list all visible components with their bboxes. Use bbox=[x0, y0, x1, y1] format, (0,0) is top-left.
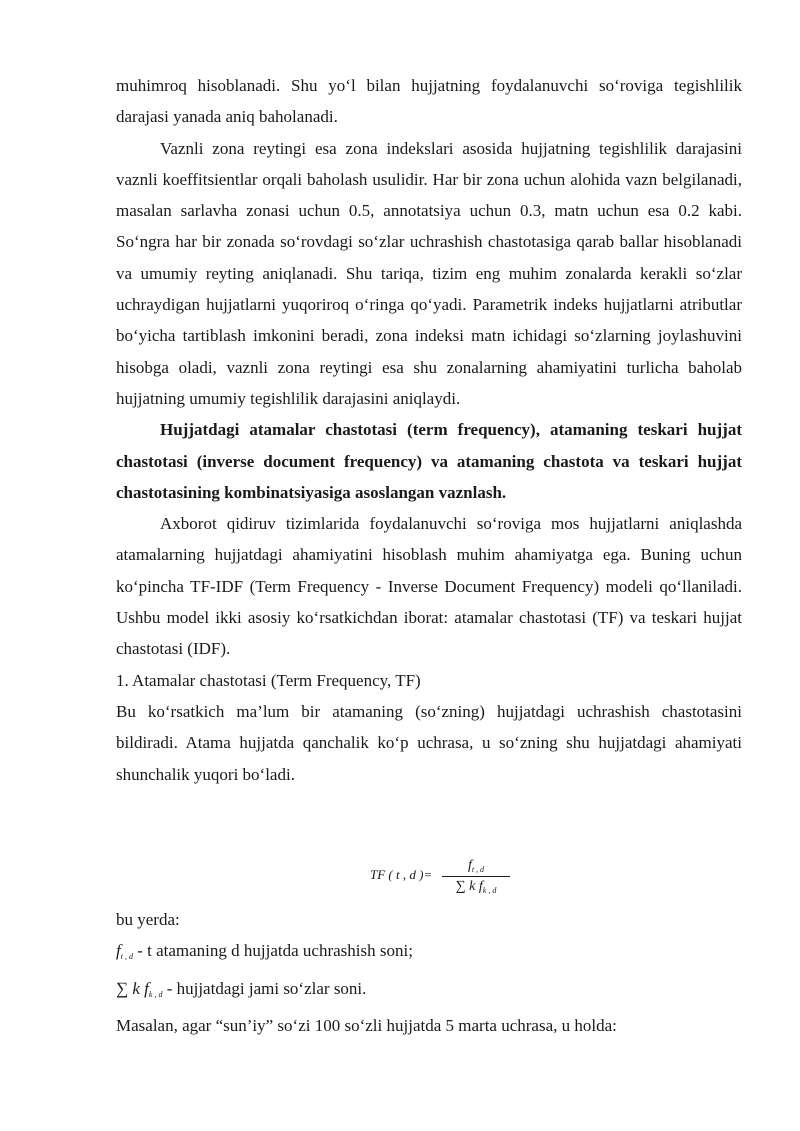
paragraph-tf-description: Bu ko‘rsatkich ma’lum bir atamaning (so‘zning) hujjatdagi uchrashish chastotasini bildiradi. Atama hujjatda qanchalik ko‘p uchrasa, u so‘zning shu hujjatdagi ahamiyati shunchalik yuqori bo‘ladi. bbox=[116, 701, 742, 784]
formula-denominator: ∑ k $f_{k , d}$ bbox=[455, 879, 497, 895]
section-heading: Hujjatdagi atamalar chastotasi (term frequency), atamaning teskari hujjat chastotasi (inverse document frequency) va atamaning chastota va teskari hujjat chastotasining kombinatsiyasiga asoslangan vaznlash. bbox=[116, 420, 742, 502]
paragraph-weighted-zone-rating: Vaznli zona reytingi esa zona indekslari asosida hujjatning tegishlilik darajasini vaznli koeffitsientlar orqali baholash usulidir. Har bir zona uchun alohida vazn belgilanadi, masalan sarlavha zonasi uchun 0.5, annotatsiya uchun 0.3, matn uchun esa 0.2 kabi. So‘ngra har bir zonada so‘rovdagi so‘zlar uchrashish chastotasiga qarab ballar hisoblanadi va umumiy reyting aniqlanadi. Shu tariqa, tizim eng muhim zonalarda kerakli so‘zlar uchraydigan hujjatlarni yuqoriroq o‘ringa qo‘yadi. Parametrik indeks hujjatlarni atributlar bo‘yicha tartiblash imkonini beradi, zona indeksi matn ichidagi so‘zlarning joylashuvini hisobga oladi, vaznli zona reytingi esa shu zonalarning ahamiyatini turlicha baholab hujjatning umumiy tegishlilik darajasini aniqlaydi. bbox=[116, 138, 742, 408]
bu-yerda-label: bu yerda: bbox=[116, 910, 180, 929]
paragraph-continuation: muhimroq hisoblanadi. Shu yo‘l bilan hujjatning foydalanuvchi so‘roviga tegishlilik darajasi yanada aniq baholanadi. bbox=[116, 76, 742, 127]
paragraph-tfidf-intro: Axborot qidiruv tizimlarida foydalanuvchi so‘roviga mos hujjatlarni aniqlashda atamalarning hujjatdagi ahamiyatini hisoblash muhim ahamiyatga ega. Buning uchun ko‘pincha TF-IDF (Term Frequency - Inverse Document Frequency) modeli qo‘llaniladi. Ushbu model ikki asosiy ko‘rsatkichdan iborat: atamalar chastotasi (TF) va teskari hujjat chastotasi (IDF). bbox=[116, 514, 742, 659]
paragraph-block-bottom bbox=[116, 904, 742, 1041]
formula-fraction bbox=[438, 856, 514, 897]
formula-lhs: TF ( t , d )= bbox=[370, 867, 433, 882]
definition-sum-fkd: ∑ k $f_{k , d}$ - hujjatdagi jami so‘zlar soni. bbox=[116, 978, 367, 999]
list-item-tf: 1. Atamalar chastotasi (Term Frequency, TF) bbox=[116, 670, 421, 690]
paragraph-block-top bbox=[116, 70, 742, 790]
tf-formula bbox=[370, 856, 530, 900]
definition-ftd: $f_{t , d}$ - t atamaning d hujjatda uchrashish soni; bbox=[116, 941, 413, 962]
formula-numerator: $f_{t , d}$ bbox=[467, 858, 485, 874]
paragraph-example: Masalan, agar “sun’iy” so‘zi 100 so‘zli hujjatda 5 marta uchrasa, u holda: bbox=[116, 1015, 617, 1035]
